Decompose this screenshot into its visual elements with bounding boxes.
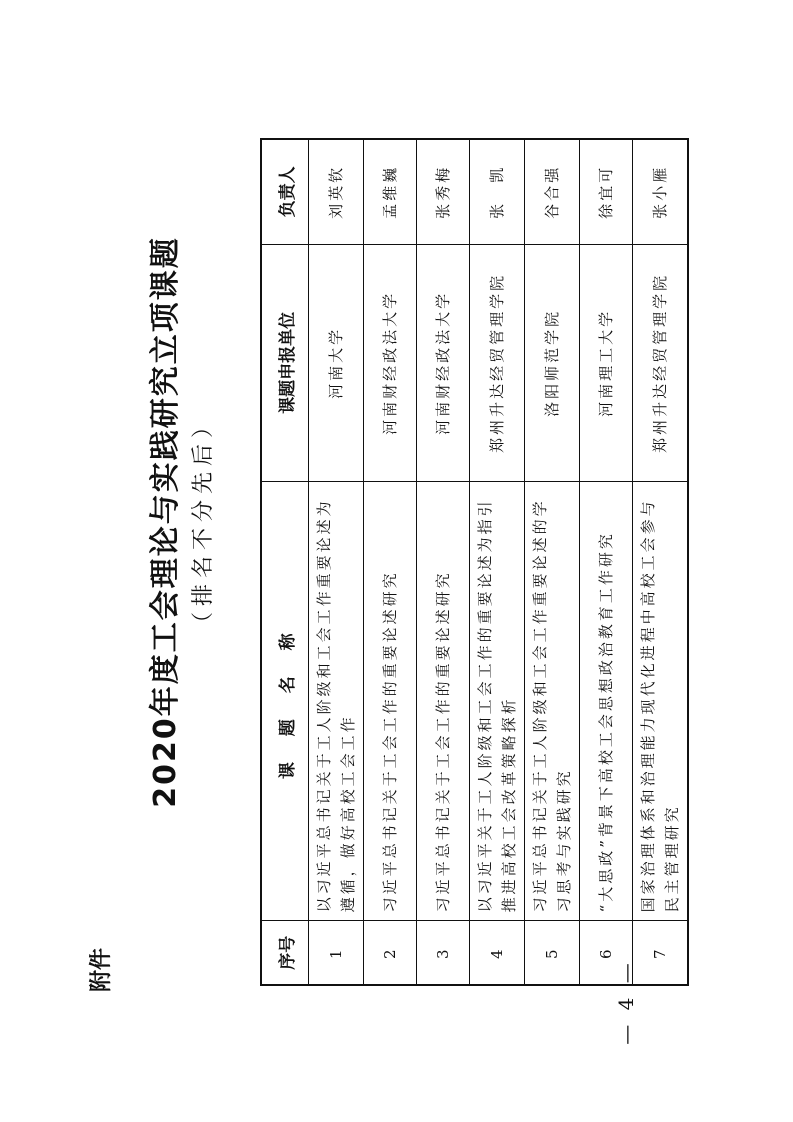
table-row [525, 139, 580, 985]
row-owner: 张小雁 [633, 139, 689, 244]
row-no: 2 [364, 921, 417, 985]
row-topic: 以习近平总书记关于工人阶级和工会工作重要论述为遵循，做好高校工会工作 [309, 482, 364, 921]
row-unit: 郑州升达经贸管理学院 [470, 244, 525, 481]
row-no: 5 [525, 921, 580, 985]
projects-table [260, 138, 689, 986]
row-unit: 河南财经政法大学 [364, 244, 417, 481]
header-topic: 课 题 名 称 [261, 482, 309, 921]
row-topic: 国家治理体系和治理能力现代化进程中高校工会参与民主管理研究 [633, 482, 689, 921]
row-owner: 张 凯 [470, 139, 525, 244]
row-owner: 谷合强 [525, 139, 580, 244]
row-unit: 河南财经政法大学 [417, 244, 470, 481]
table-row [580, 139, 633, 985]
document-subtitle: （排名不分先后） [191, 410, 216, 635]
row-unit: 河南理工大学 [580, 244, 633, 481]
row-owner: 刘英钦 [309, 139, 364, 244]
table-row [364, 139, 417, 985]
row-topic: 习近平总书记关于工会工作的重要论述研究 [417, 482, 470, 921]
row-topic: 习近平总书记关于工会工作的重要论述研究 [364, 482, 417, 921]
row-unit: 洛阳师范学院 [525, 244, 580, 481]
row-unit: 河南大学 [309, 244, 364, 481]
document-title: 2020年度工会理论与实践研究立项课题 [148, 236, 183, 808]
row-topic: 以习近平关于工人阶级和工会工作的重要论述为指引推进高校工会改革策略探析 [470, 482, 525, 921]
row-no: 4 [470, 921, 525, 985]
page-number: — 4 — [614, 959, 638, 1045]
row-owner: 张秀梅 [417, 139, 470, 244]
header-no: 序号 [261, 921, 309, 985]
table-row [633, 139, 689, 985]
row-owner: 徐宜可 [580, 139, 633, 244]
row-no: 6 [580, 921, 633, 985]
row-topic: “大思政”背景下高校工会思想政治教育工作研究 [580, 482, 633, 921]
header-unit: 课题申报单位 [261, 244, 309, 481]
row-topic: 习近平总书记关于工人阶级和工会工作重要论述的学习思考与实践研究 [525, 482, 580, 921]
row-no: 3 [417, 921, 470, 985]
attachment-label: 附件 [89, 947, 114, 992]
row-unit: 郑州升达经贸管理学院 [633, 244, 689, 481]
row-no: 7 [633, 921, 689, 985]
header-owner: 负责人 [261, 139, 309, 244]
table-row [309, 139, 364, 985]
table-header-row [261, 139, 309, 985]
row-no: 1 [309, 921, 364, 985]
table-row [417, 139, 470, 985]
row-owner: 孟维巍 [364, 139, 417, 244]
table-row [470, 139, 525, 985]
